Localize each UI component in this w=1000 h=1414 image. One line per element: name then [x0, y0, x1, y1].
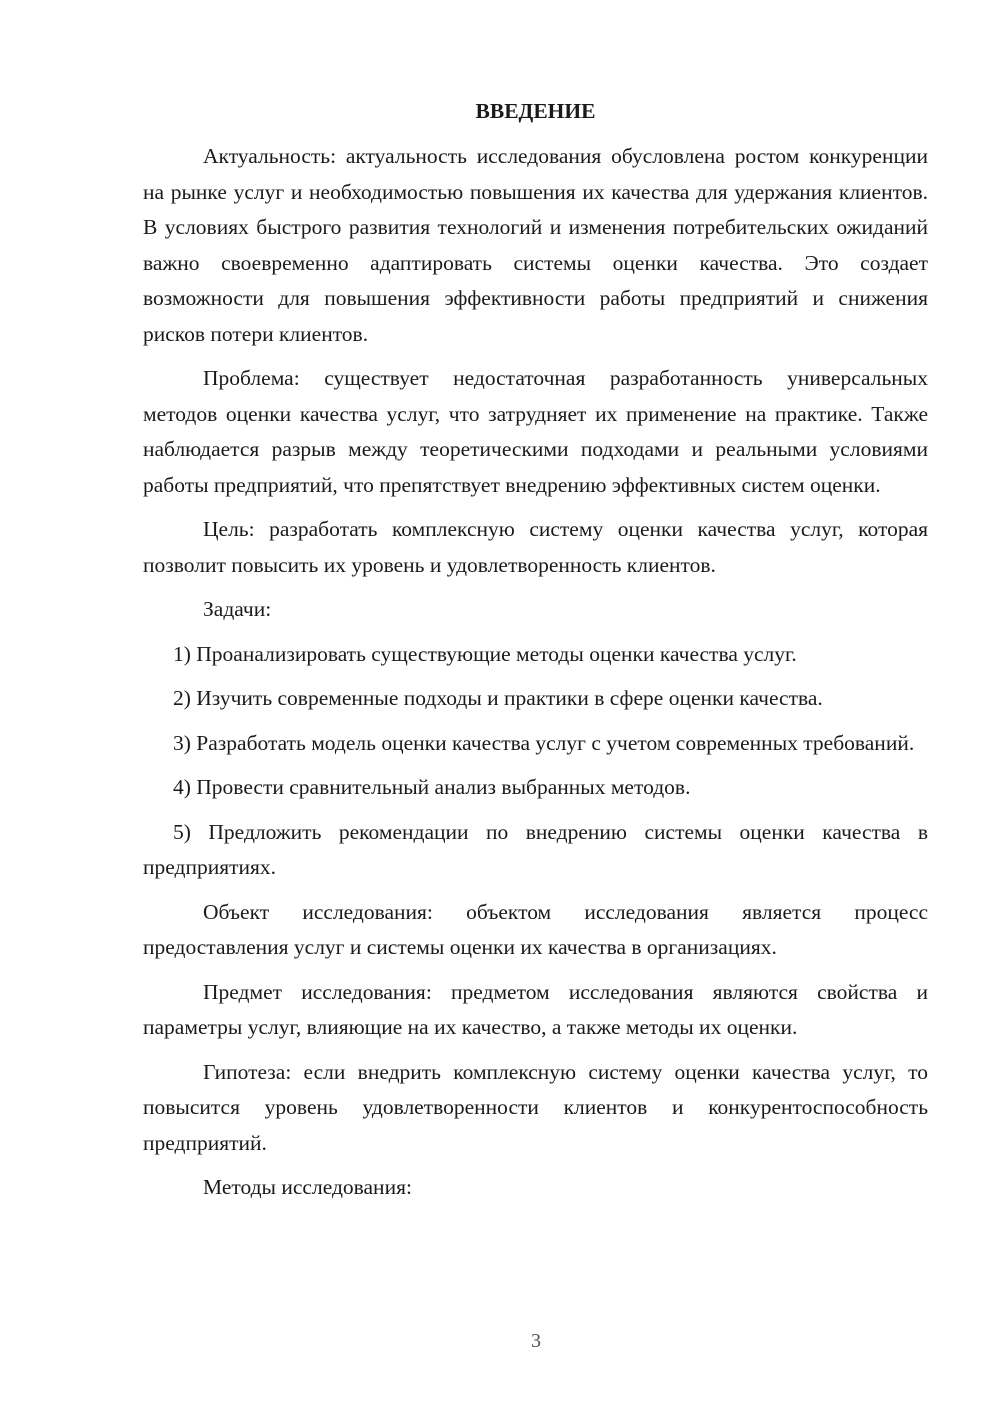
paragraph-object: Объект исследования: объектом исследования является процесс предоставления услуг и системы оценки их качества в организациях.	[143, 899, 928, 959]
task-item: 5) Предложить рекомендации по внедрению системы оценки качества в предприятиях.	[143, 819, 928, 879]
section-title: ВВЕДЕНИЕ	[475, 99, 596, 123]
paragraph-hypothesis: Гипотеза: если внедрить комплексную систему оценки качества услуг, то повысится уровень удовлетворенности клиентов и конкурентоспособность предприятий.	[143, 1059, 928, 1155]
task-item: 3) Разработать модель оценки качества услуг с учетом современных требований.	[173, 730, 915, 755]
paragraph-problem: Проблема: существует недостаточная разработанность универсальных методов оценки качества услуг, что затрудняет их применение на практике. Также наблюдается разрыв между теоретическими подходами и реальными условиями работы предприятий, что препятствует внедрению эффективных систем оценки.	[143, 366, 928, 497]
paragraph-goal: Цель: разработать комплексную систему оценки качества услуг, которая позволит повысить их уровень и удовлетворенность клиентов.	[143, 517, 928, 577]
task-item: 1) Проанализировать существующие методы оценки качества услуг.	[173, 641, 797, 666]
paragraph-relevance: Актуальность: актуальность исследования обусловлена ростом конкуренции на рынке услуг и необходимостью повышения их качества для удержания клиентов. В условиях быстрого развития технологий и изменения потребительских ожиданий важно своевременно адаптировать системы оценки качества. Это создает возможности для повышения эффективности работы предприятий и снижения рисков потери клиентов.	[143, 144, 928, 346]
page-number: 3	[531, 1330, 541, 1352]
tasks-heading: Задачи:	[203, 597, 272, 621]
paragraph-subject: Предмет исследования: предметом исследования являются свойства и параметры услуг, влияющие на их качество, а также методы их оценки.	[143, 979, 928, 1039]
task-item: 4) Провести сравнительный анализ выбранных методов.	[173, 775, 691, 799]
document-page	[143, 96, 928, 1215]
task-item: 2) Изучить современные подходы и практики в сфере оценки качества.	[173, 686, 823, 710]
methods-heading: Методы исследования:	[203, 1175, 412, 1199]
